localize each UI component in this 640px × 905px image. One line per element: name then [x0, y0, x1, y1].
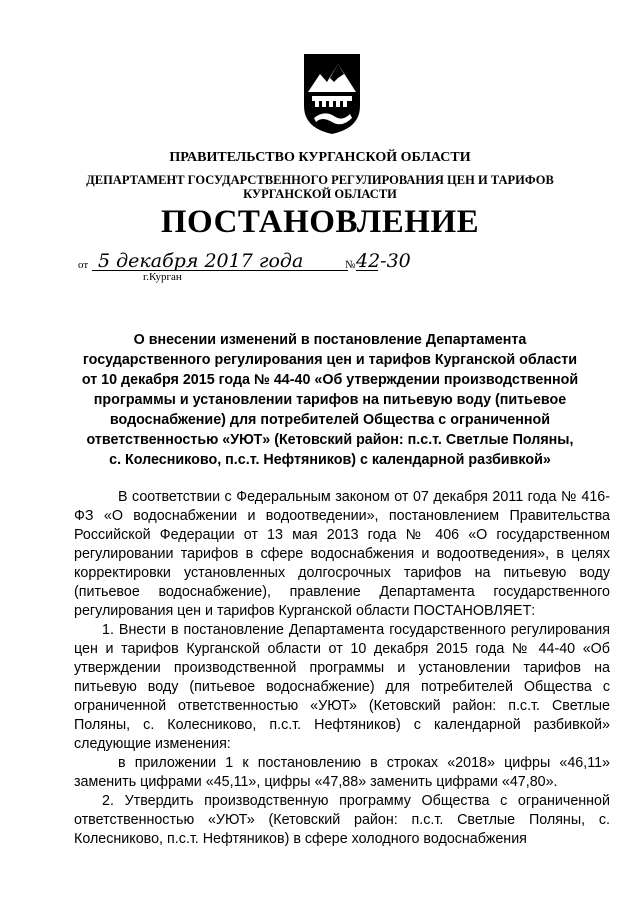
- item-1-sub-paragraph: в приложении 1 к постановлению в строках «2018» цифры «46,11» заменить цифрами «45,11», цифры «47,88» заменить цифрами «47,80».: [74, 755, 610, 790]
- date-underline: [92, 270, 348, 271]
- handwritten-date: 5 декабря 2017 года: [98, 250, 304, 272]
- document-subject: О внесении изменений в постановление Департамента государственного регулирования цен и тарифов Курганской области от 10 декабря 2015 года № 44-40 «Об утверждении производственной программы и установлении тарифов на питьевую воду (питьевое водоснабжение) для потребителей Общества с ограниченной ответственностью «УЮТ» (Кетовский район: п.с.т. Светлые Поляны, с. Колесниково, п.с.т. Нефтяников) с календарной разбивкой»: [81, 332, 579, 468]
- number-label: №: [345, 259, 356, 271]
- document-body: [74, 488, 610, 849]
- city-label: г.Курган: [143, 271, 182, 283]
- department-name-line1: ДЕПАРТАМЕНТ ГОСУДАРСТВЕННОГО РЕГУЛИРОВАНИЯ ЦЕН И ТАРИФОВ: [86, 173, 554, 187]
- number-underline: [356, 270, 378, 271]
- item-2-paragraph: 2. Утвердить производственную программу Общества с ограниченной ответственностью «УЮТ» (Кетовский район: п.с.т. Светлые Поляны, с. Колесниково, п.с.т. Нефтяников) в сфере холодного водоснабжения: [74, 793, 610, 847]
- date-number-line: [78, 250, 411, 290]
- handwritten-number: 42-30: [356, 250, 411, 272]
- document-type-title: ПОСТАНОВЛЕНИЕ: [160, 204, 480, 240]
- kurgan-region-coat-of-arms-icon: [300, 52, 364, 136]
- preamble-paragraph: В соответствии с Федеральным законом от 07 декабря 2011 года № 416-ФЗ «О водоснабжении и водоотведении», постановлением Правительства Российской Федерации от 13 мая 2013 года № 406 «О государственном регулировании тарифов в сфере водоснабжения и водоотведения», в целях корректировки установленных долгосрочных тарифов на питьевую воду (питьевое водоснабжение), правление Департамента государственного регулирования цен и тарифов Курганской области ПОСТАНОВЛЯЕТ:: [74, 489, 610, 619]
- government-name: ПРАВИТЕЛЬСТВО КУРГАНСКОЙ ОБЛАСТИ: [169, 150, 471, 165]
- department-name-line2: КУРГАНСКОЙ ОБЛАСТИ: [243, 187, 397, 201]
- date-prefix: от: [78, 259, 89, 271]
- item-1-paragraph: 1. Внести в постановление Департамента государственного регулирования цен и тарифов Курганской области от 10 декабря 2015 года № 44-40 «Об утверждении производственной программы и установлении тарифов на питьевую воду (питьевое водоснабжение) для потребителей Общества с ограниченной ответственностью «УЮТ» (Кетовский район: п.с.т. Светлые Поляны, с. Колесниково, п.с.т. Нефтяников) с календарной разбивкой» следующие изменения:: [74, 622, 610, 752]
